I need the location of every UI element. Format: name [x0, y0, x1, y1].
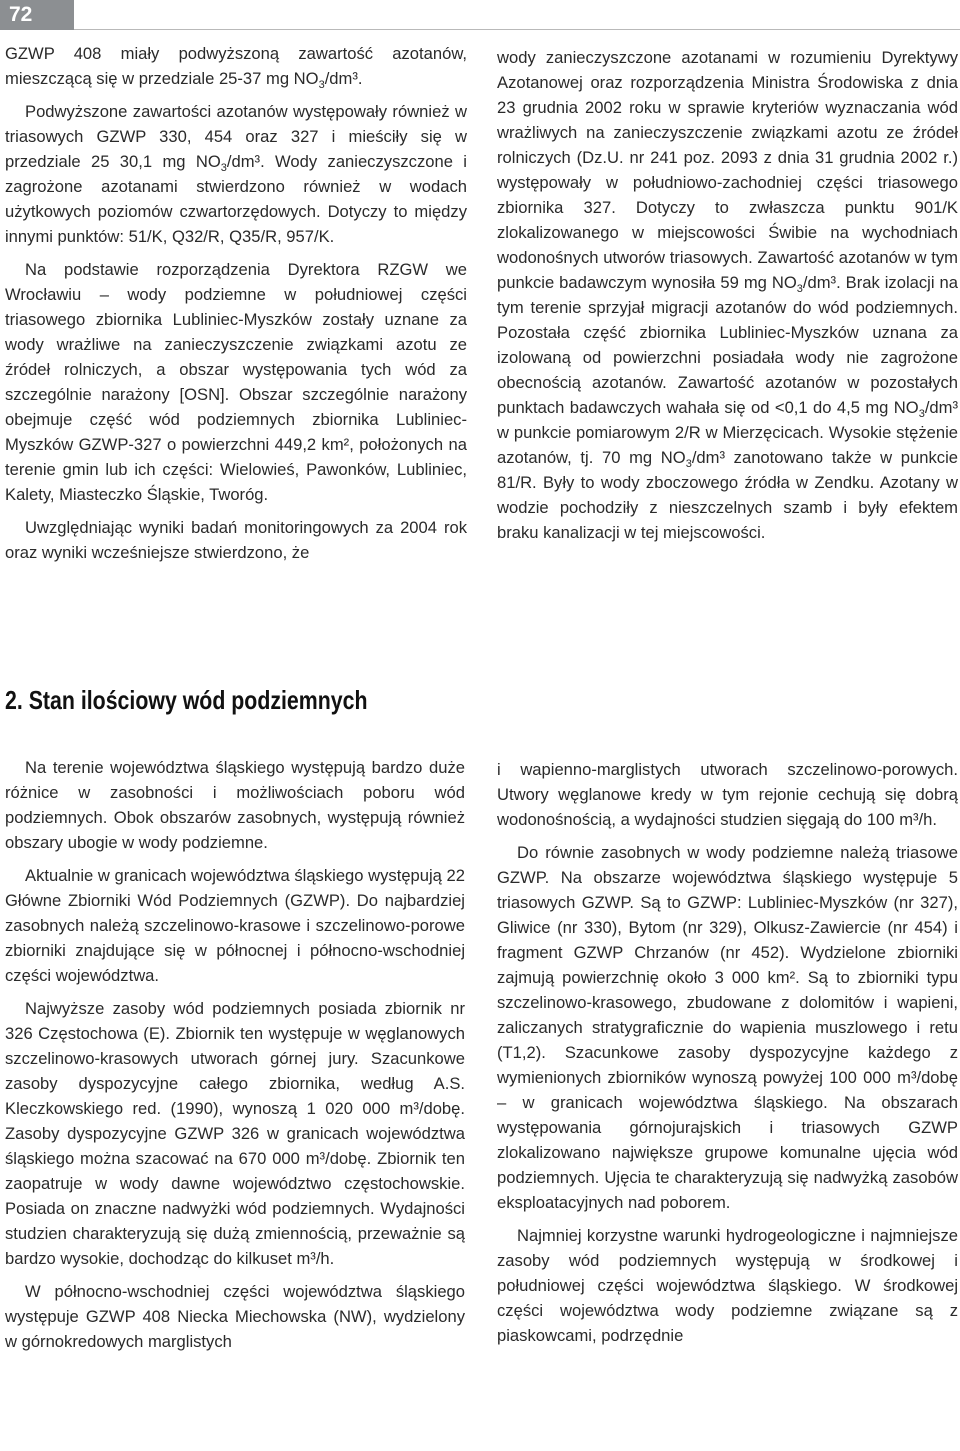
- paragraph: Na podstawie rozporządzenia Dyrektora RZGW we Wrocławiu – wody podziemne w południowej części triasowego zbiornika Lubliniec-Myszków zostały uznane za wody wrażliwe na zanieczyszczenie związkami azotu ze źródeł rolniczych, a obszar występowania tych wód za szczególnie narażony [OSN]. Obszar szczególnie narażony obejmuje część wód podziemnych zbiornika Lubliniec-Myszków GZWP-327 o powierzchni 449,2 km², położonych na terenie gmin lub ich części: Wielowieś, Pawonków, Lubliniec, Kalety, Miasteczko Śląskie, Tworóg.: [5, 260, 467, 504]
- paragraph: Najwyższe zasoby wód podziemnych posiada zbiornik nr 326 Częstochowa (E). Zbiornik ten występuje w węglanowych szczelinowo-krasowych utworach górnej jury. Szacunkowe zasoby dyspozycyjne całego zbiornika, według A.S. Kleczkowskiego red. (1990), wynoszą 1 020 000 m³/dobę. Zasoby dyspozycyjne GZWP 326 w granicach województwa śląskiego można szacować na 670 000 m³/dobę. Zbiornik ten zaopatruje w wody dawne województwo częstochowskie. Posiada on znaczne nadwyżki wód podziemnych. Wydajności studzien charakteryzują się dużą zmiennością, przeważnie są bardzo wysokie, dochodząc do kilkuset m³/h.: [5, 999, 465, 1268]
- paragraph: Uwzględniając wyniki badań monitoringowych za 2004 rok oraz wyniki wcześniejsze stwierdzono, że: [5, 518, 467, 562]
- text-column-top-left: [5, 41, 467, 573]
- paragraph: Na terenie województwa śląskiego występują bardzo duże różnice w zasobności i możliwościach poboru wód podziemnych. Obok obszarów zasobnych, występują również obszary ubogie w wody podziemne.: [5, 758, 465, 852]
- header-rule: [74, 29, 960, 30]
- paragraph: Aktualnie w granicach województwa śląskiego występują 22 Główne Zbiorniki Wód Podziemnych (GZWP). Do najbardziej zasobnych należą szczelinowo-krasowe i szczelinowo-porowe zbiorniki znajdujące się w północnej i północno-wschodniej części województwa.: [5, 866, 465, 985]
- page-number: 72: [0, 0, 74, 30]
- paragraph: i wapienno-marglistych utworach szczelinowo-porowych. Utwory węglanowe kredy w tym rejonie cechują się dobrą wodonośnością, a wydajności studzien sięgają do 100 m³/h.: [497, 760, 958, 829]
- section-heading: 2. Stan ilościowy wód podziemnych: [5, 685, 368, 715]
- text-column-bottom-right: [497, 757, 958, 1356]
- text-column-bottom-left: [5, 755, 465, 1362]
- text-column-top-right: [497, 45, 958, 553]
- paragraph: W północno-wschodniej części województwa śląskiego występuje GZWP 408 Niecka Miechowska (NW), wydzielony w górnokredowych marglistych: [5, 1282, 465, 1351]
- paragraph: Podwyższone zawartości azotanów występowały również w triasowych GZWP 330, 454 oraz 327 i mieściły się w przedziale 25 30,1 mg $NO_3$/dm³. Wody zanieczyszczone i zagrożone azotanami stwierdzono również w wodach użytkowych poziomów czwartorzędowych. Dotyczy to między innymi punktów: 51/K, Q32/R, Q35/R, 957/K.: [5, 102, 467, 246]
- paragraph: wody zanieczyszczone azotanami w rozumieniu Dyrektywy Azotanowej oraz rozporządzenia Ministra Środowiska z dnia 23 grudnia 2002 roku w sprawie kryteriów wyznaczania wód wrażliwych na zanieczyszczenie związkami azotu ze źródeł rolniczych (Dz.U. nr 241 poz. 2093 z dnia 31 grudnia 2002 r.) występowały w południowo-zachodniej części triasowego zbiornika 327. Dotyczy to zwłaszcza punktu 901/K zlokalizowanego w miejscowości Świbie na wychodniach wodonośnych utworów triasowych. Zawartość azotanów w tym punkcie badawczym wynosiła 59 mg $NO_3$/dm³. Brak izolacji na tym terenie sprzyjał migracji azotanów do wód podziemnych. Pozostała część zbiornika Lubliniec-Myszków uznana za izolowaną od powierzchni posiadała wody nie zagrożone obecnością azotanów. Zawartość azotanów w pozostałych punktach badawczych wahała się od <0,1 do 4,5 mg $NO_3$/dm³ w punkcie pomiarowym 2/R w Mierzęcicach. Wysokie stężenie azotanów, tj. 70 mg $NO_3$/dm³ zanotowano także w punkcie 81/R. Były to wody zboczowego źródła w Zendku. Azotany w wodzie pochodziły z nieszczelnych szamb i były efektem braku kanalizacji w tej miejscowości.: [497, 48, 958, 542]
- paragraph: Do równie zasobnych w wody podziemne należą triasowe GZWP. Na obszarze województwa śląskiego występuje 5 triasowych GZWP. Są to GZWP: Lubliniec-Myszków (nr 327), Gliwice (nr 330), Bytom (nr 329), Olkusz-Zawiercie (nr 454) i fragment GZWP Chrzanów (nr 452). Wydzielone zbiorniki zajmują powierzchnię około 3 000 km². Są to zbiorniki typu szczelinowo-krasowego, zbudowane z dolomitów i wapieni, zaliczanych stratygraficznie do wapienia muszlowego i retu (T1,2). Szacunkowe zasoby dyspozycyjne każdego z wymienionych zbiorników wynoszą powyżej 100 000 m³/dobę – w granicach województwa śląskiego. Na obszarach występowania górnojurajskich i triasowych GZWP zlokalizowano największe grupowe komunalne ujęcia wód podziemnych. Ujęcia te charakteryzują się nadwyżką zasobów eksploatacyjnych nad poborem.: [497, 843, 958, 1212]
- paragraph: Najmniej korzystne warunki hydrogeologiczne i najmniejsze zasoby wód podziemnych występują w środkowej i południowej części województwa śląskiego. W środkowej części województwa wody podziemne związane są z piaskowcami, podrzędnie: [497, 1226, 958, 1345]
- paragraph: GZWP 408 miały podwyższoną zawartość azotanów, mieszczącą się w przedziale 25-37 mg $NO_3$/dm³.: [5, 44, 467, 91]
